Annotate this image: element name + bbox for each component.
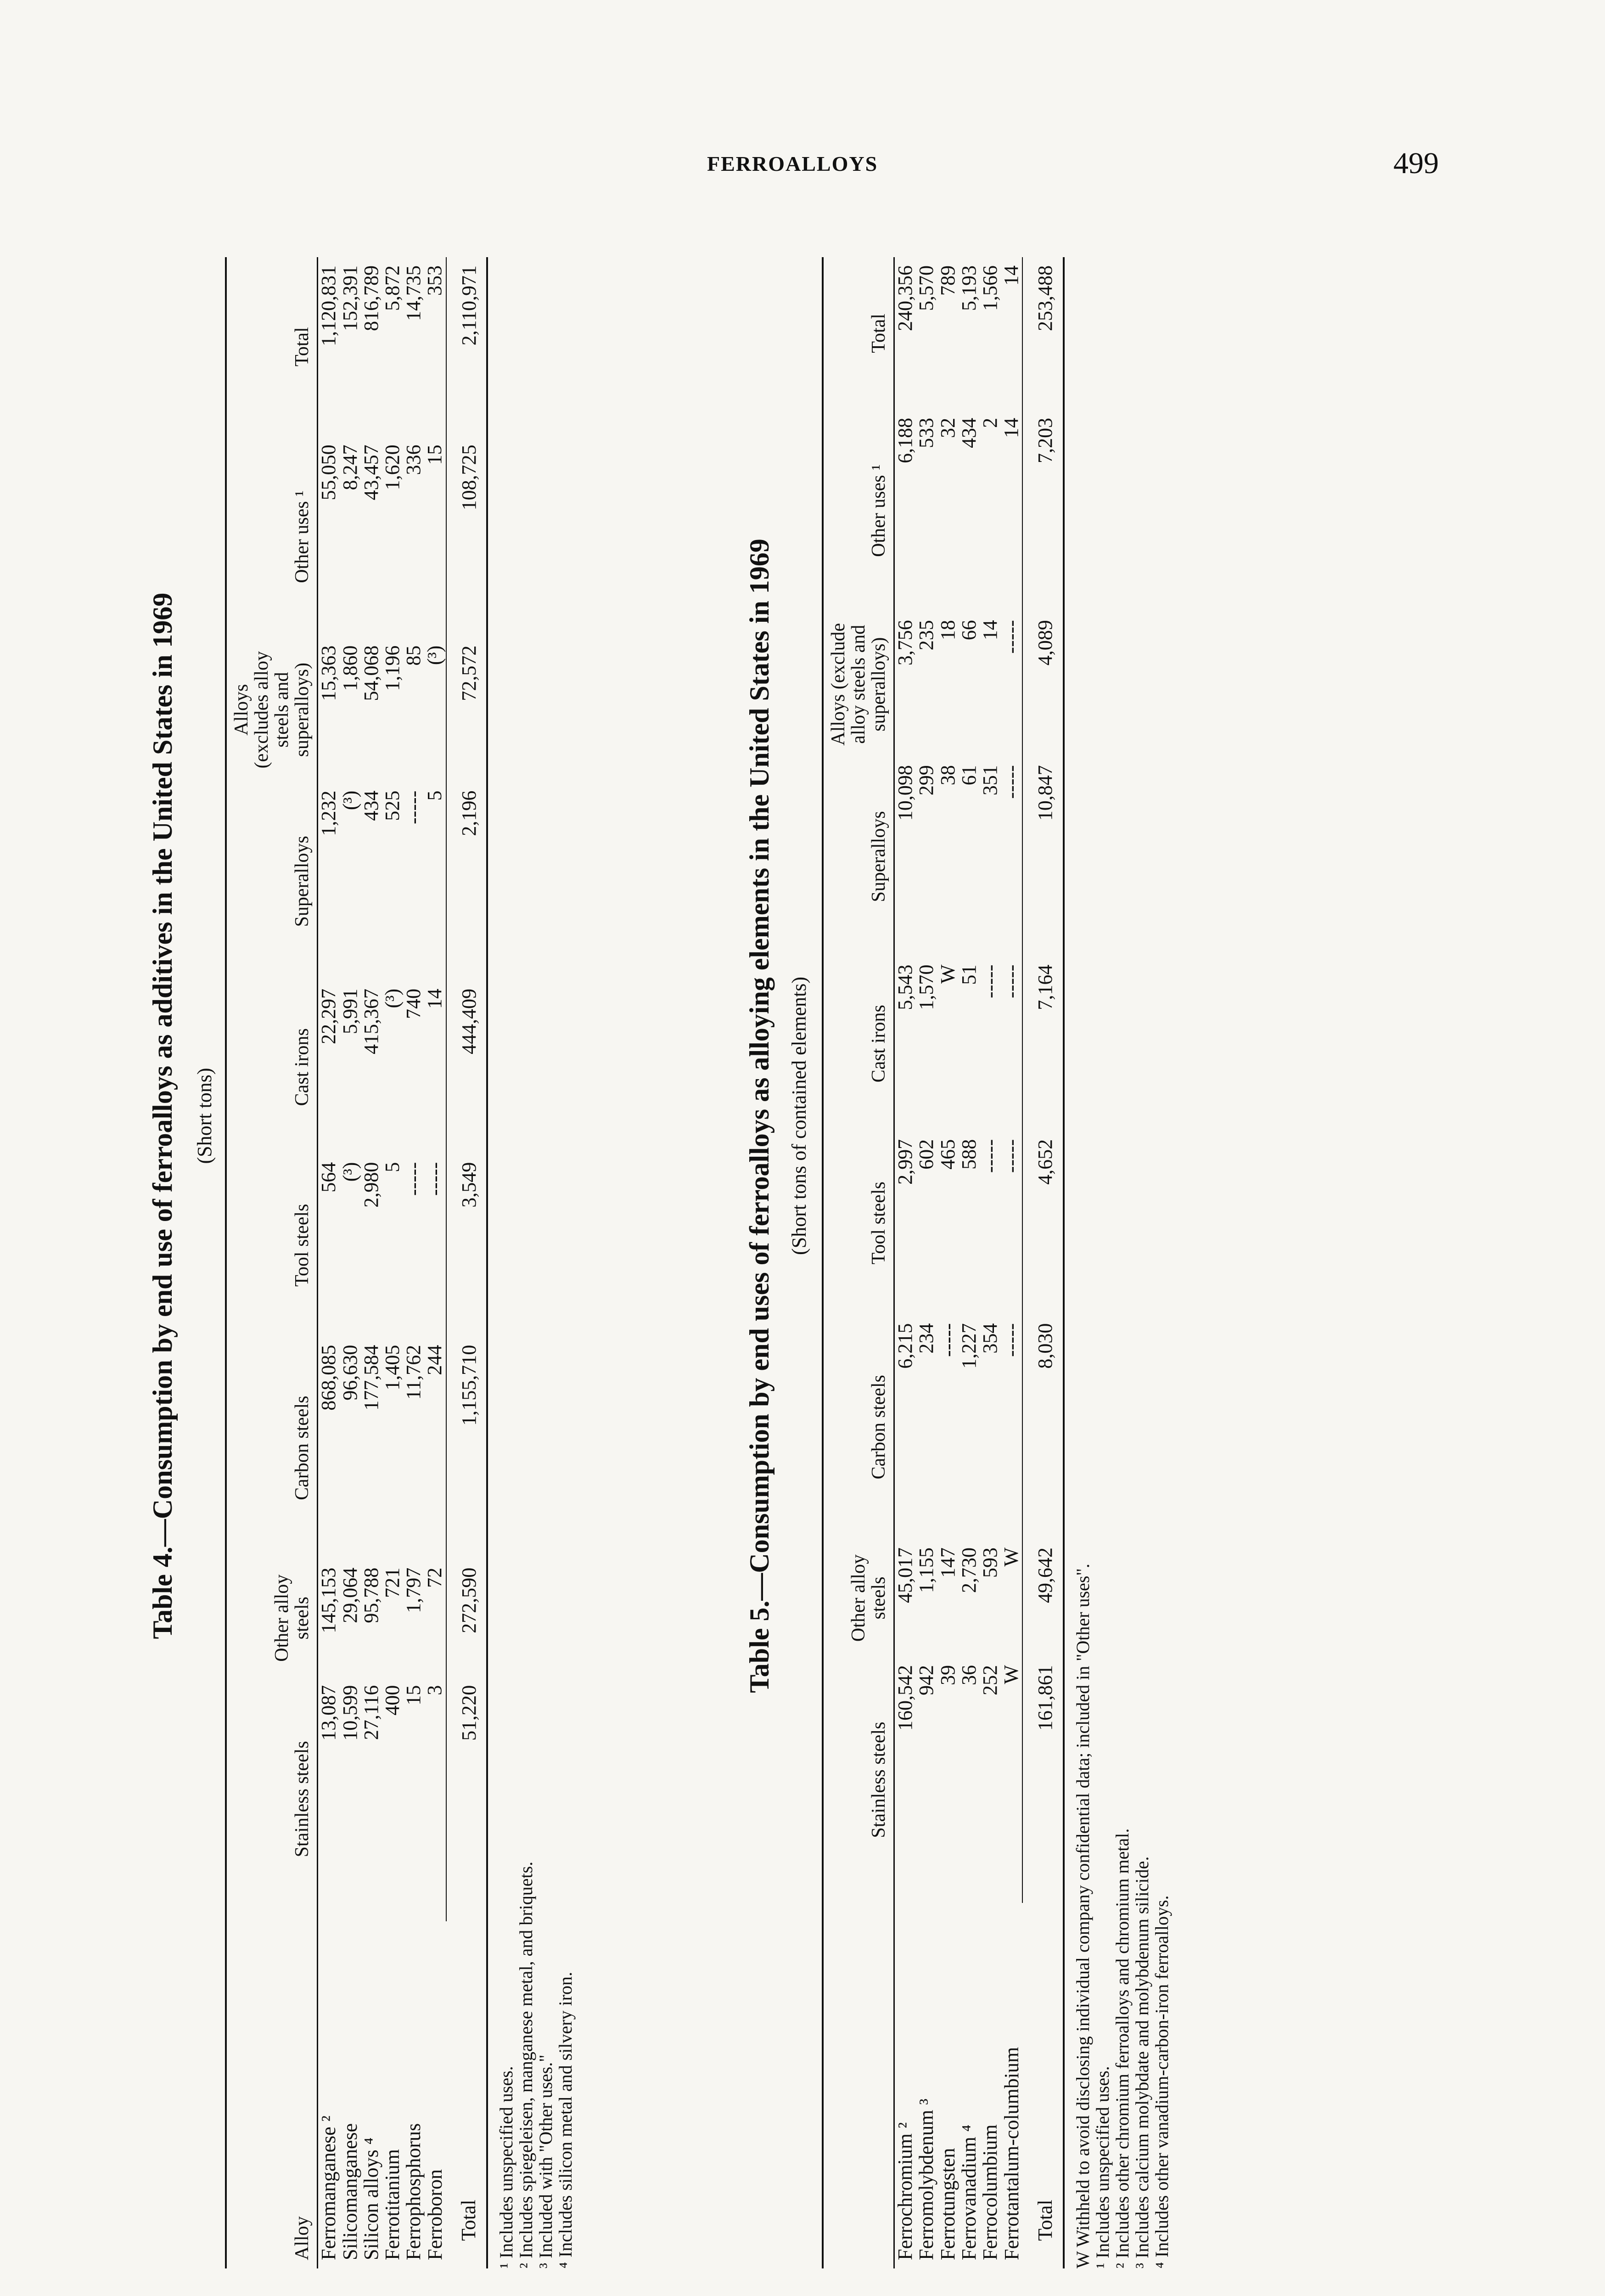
- cell: -----: [1000, 765, 1023, 799]
- cell: 353: [423, 265, 446, 296]
- cell: 244: [423, 1345, 446, 1375]
- cell: 51: [957, 964, 980, 985]
- cell: 1,405: [381, 1345, 404, 1390]
- cell: 160,542: [894, 1665, 917, 1731]
- cell: -----: [1000, 1139, 1023, 1173]
- footnote: ³ Includes calcium molybdate and molybdenum silicide.: [1132, 1856, 1153, 2268]
- row-label: Ferrotitanium: [381, 2149, 404, 2260]
- cell: 235: [915, 620, 938, 651]
- cell: 22,297: [317, 989, 340, 1044]
- table4-subtitle: (Short tons): [193, 1068, 216, 1164]
- cell: 49,642: [1022, 1539, 1063, 1657]
- cell: 5: [423, 790, 446, 801]
- cell: 272,590: [446, 1559, 487, 1677]
- cell: 10,098: [894, 765, 917, 821]
- row-label: Total: [457, 2200, 480, 2241]
- column-header: Superalloys: [868, 811, 890, 902]
- cell: 38: [936, 765, 959, 786]
- cell: 8,247: [338, 445, 361, 490]
- table-row: [959, 257, 980, 2268]
- cell: 434: [957, 417, 980, 448]
- cell: -----: [979, 964, 1002, 998]
- running-header: FERROALLOYS: [707, 152, 878, 175]
- table-row: [916, 257, 937, 2268]
- cell: 14,735: [402, 265, 425, 321]
- cell: 740: [402, 989, 425, 1019]
- cell: 36: [957, 1665, 980, 1685]
- cell: 14: [423, 989, 446, 1009]
- column-header: Superalloys: [292, 836, 313, 927]
- cell: 2: [979, 417, 1002, 428]
- cell: 3,549: [446, 1154, 487, 1337]
- table-row: [980, 257, 1001, 2268]
- cell: 5,543: [894, 964, 917, 1010]
- cell: 2,110,971: [446, 257, 487, 436]
- total-row: [446, 257, 487, 2268]
- cell: W: [936, 964, 959, 984]
- cell: 1,620: [381, 445, 404, 490]
- table4-title: Table 4.—Consumption by end use of ferroalloys as additives in the United States in 1969: [147, 592, 178, 1639]
- cell: 588: [957, 1139, 980, 1170]
- cell: -----: [936, 1323, 959, 1357]
- cell: 253,488: [1022, 257, 1063, 410]
- row-label: Ferrovanadium ⁴: [957, 2124, 980, 2260]
- footnote: ⁴ Includes silicon metal and silvery iron.: [555, 1971, 576, 2268]
- cell: (³): [338, 790, 361, 810]
- cell: 816,789: [359, 265, 382, 331]
- cell: 234: [915, 1323, 938, 1354]
- cell: 96,630: [338, 1345, 361, 1401]
- table-row: [318, 257, 340, 2268]
- row-label: Ferrocolumbium: [979, 2124, 1002, 2260]
- cell: 72,572: [446, 637, 487, 782]
- cell: 15,363: [317, 645, 340, 701]
- cell: 564: [317, 1162, 340, 1193]
- row-label: Ferroboron: [423, 2169, 446, 2260]
- cell: 15: [402, 1685, 425, 1705]
- row-label: Silicon alloys ⁴: [359, 2137, 382, 2260]
- cell: 5,872: [381, 265, 404, 311]
- row-label: Silicomanganese: [338, 2123, 361, 2260]
- table-row: [424, 257, 446, 2268]
- cell: 299: [915, 765, 938, 796]
- column-header: Cast irons: [292, 1028, 313, 1106]
- cell: 3,756: [894, 620, 917, 666]
- cell: 4,652: [1022, 1131, 1063, 1315]
- cell: 1,566: [979, 265, 1002, 311]
- table5: [822, 257, 1065, 2268]
- cell: 32: [936, 417, 959, 438]
- cell: 85: [402, 645, 425, 666]
- cell: 11,762: [402, 1345, 425, 1400]
- row-label: Ferrotungsten: [936, 2148, 959, 2260]
- cell: 152,391: [338, 265, 361, 331]
- cell: 145,153: [317, 1567, 340, 1633]
- cell: 400: [381, 1685, 404, 1716]
- cell: 1,196: [381, 645, 404, 691]
- column-header: Stainless steels: [292, 1741, 313, 1857]
- column-header: Tool steels: [868, 1182, 890, 1265]
- footnote: ² Includes spiegeleisen, manganese metal, and briquets.: [515, 1861, 536, 2268]
- column-header: Tool steels: [292, 1204, 313, 1287]
- footnote: ⁴ Includes other vanadium-carbon-iron ferroalloys.: [1151, 1895, 1173, 2268]
- cell: 602: [915, 1139, 938, 1170]
- table-row: [340, 257, 361, 2268]
- cell: (³): [381, 989, 404, 1008]
- cell: 10,847: [1022, 757, 1063, 956]
- cell: 45,017: [894, 1548, 917, 1603]
- row-label: Total: [1033, 2200, 1056, 2241]
- footnote: ² Includes other chromium ferroalloys and chromium metal.: [1111, 1828, 1133, 2268]
- cell: -----: [402, 790, 425, 824]
- cell: 95,788: [359, 1567, 382, 1623]
- row-label: Ferrophosphorus: [402, 2123, 425, 2260]
- cell: 5,193: [957, 265, 980, 311]
- cell: 43,457: [359, 445, 382, 501]
- cell: 66: [957, 620, 980, 641]
- cell: -----: [1000, 1323, 1023, 1357]
- cell: 161,861: [1022, 1657, 1063, 1903]
- cell: 2,730: [957, 1548, 980, 1593]
- table-row: [1001, 257, 1022, 2268]
- table4-header-row: [226, 257, 318, 2268]
- table4: [225, 257, 488, 2268]
- cell: 721: [381, 1567, 404, 1598]
- cell: 354: [979, 1323, 1002, 1354]
- column-header: Total: [292, 327, 313, 367]
- cell: 5: [381, 1162, 404, 1172]
- cell: -----: [1000, 964, 1023, 998]
- table4-block: [225, 248, 575, 2268]
- cell: 465: [936, 1139, 959, 1170]
- table4-footnotes: [496, 248, 576, 2268]
- cell: 7,164: [1022, 957, 1063, 1131]
- cell: -----: [423, 1162, 446, 1196]
- row-label: Ferromanganese ²: [317, 2116, 340, 2260]
- cell: 1,155,710: [446, 1337, 487, 1559]
- cell: 434: [359, 790, 382, 821]
- cell: 10,599: [338, 1685, 361, 1741]
- cell: -----: [1000, 620, 1023, 654]
- row-label: Ferrochromium ²: [894, 2122, 917, 2260]
- cell: 3: [423, 1685, 446, 1695]
- cell: 6,188: [894, 417, 917, 463]
- cell: 1,570: [915, 964, 938, 1010]
- cell: 868,085: [317, 1345, 340, 1411]
- cell: 444,409: [446, 980, 487, 1154]
- page-number: 499: [1393, 146, 1439, 180]
- cell: 533: [915, 417, 938, 448]
- cell: 14: [1000, 265, 1023, 286]
- cell: 61: [957, 765, 980, 786]
- cell: 13,087: [317, 1685, 340, 1741]
- cell: (³): [423, 645, 446, 665]
- cell: 6,215: [894, 1323, 917, 1369]
- column-header: Carbon steels: [868, 1375, 890, 1480]
- cell: 18: [936, 620, 959, 641]
- cell: 54,068: [359, 645, 382, 701]
- cell: 2,196: [446, 782, 487, 980]
- cell: 1,860: [338, 645, 361, 691]
- column-header: Other uses ¹: [292, 490, 313, 583]
- footnote: ³ Included with "Other uses.": [535, 2054, 556, 2268]
- cell: 942: [915, 1665, 938, 1695]
- cell: 1,155: [915, 1548, 938, 1593]
- column-header: Total: [868, 314, 890, 353]
- column-header: Other alloy steels: [848, 1554, 890, 1642]
- cell: 51,220: [446, 1677, 487, 1921]
- table-row: [937, 257, 959, 2268]
- cell: 14: [1000, 417, 1023, 438]
- row-label: Ferrotantalum-columbium: [1000, 2047, 1023, 2260]
- cell: W: [1000, 1548, 1023, 1567]
- column-header: [823, 1903, 894, 2268]
- table5-footnotes: [1073, 248, 1172, 2268]
- cell: 789: [936, 265, 959, 296]
- column-header: Alloy: [292, 2216, 313, 2260]
- cell: 14: [979, 620, 1002, 641]
- cell: 5,991: [338, 989, 361, 1034]
- row-label: Ferromolybdenum ³: [915, 2099, 938, 2260]
- cell: -----: [402, 1162, 425, 1196]
- cell: (³): [338, 1162, 361, 1182]
- cell: 147: [936, 1548, 959, 1578]
- cell: 351: [979, 765, 1002, 796]
- cell: 2,980: [359, 1162, 382, 1208]
- table5-block: [822, 248, 1172, 2268]
- cell: 2,997: [894, 1139, 917, 1185]
- column-header: Alloys (excludes alloy steels and superalloys): [231, 651, 313, 769]
- column-header: Cast irons: [868, 1005, 890, 1083]
- footnote: W Withheld to avoid disclosing individual company confidential data; included in "Other uses".: [1072, 1564, 1093, 2268]
- cell: 72: [423, 1567, 446, 1588]
- table5-header-row: [823, 257, 894, 2268]
- cell: 55,050: [317, 445, 340, 501]
- cell: 415,367: [359, 989, 382, 1054]
- cell: 1,797: [402, 1567, 425, 1613]
- table5-title: Table 5.—Consumption by end uses of ferroalloys as alloying elements in the United States in 1969: [744, 539, 774, 1693]
- cell: W: [1000, 1665, 1023, 1684]
- cell: -----: [979, 1139, 1002, 1173]
- cell: 4,089: [1022, 612, 1063, 757]
- cell: 8,030: [1022, 1315, 1063, 1539]
- cell: 5,570: [915, 265, 938, 311]
- cell: 177,584: [359, 1345, 382, 1411]
- cell: 1,232: [317, 790, 340, 836]
- cell: 27,116: [359, 1685, 382, 1740]
- column-header: Carbon steels: [292, 1396, 313, 1500]
- footnote: ¹ Includes unspecified uses.: [495, 2066, 516, 2268]
- table-row: [361, 257, 382, 2268]
- cell: 252: [979, 1665, 1002, 1695]
- table-row: [403, 257, 424, 2268]
- cell: 525: [381, 790, 404, 821]
- table-row: [894, 257, 916, 2268]
- column-header: Stainless steels: [868, 1722, 890, 1838]
- cell: 1,227: [957, 1323, 980, 1369]
- cell: 1,120,831: [317, 265, 340, 346]
- column-header: Alloys (exclude alloy steels and superalloys): [828, 623, 890, 746]
- cell: 240,356: [894, 265, 917, 331]
- cell: 29,064: [338, 1567, 361, 1623]
- cell: 593: [979, 1548, 1002, 1578]
- total-row: [1022, 257, 1063, 2268]
- cell: 108,725: [446, 436, 487, 637]
- table5-subtitle: (Short tons of contained elements): [788, 976, 810, 1255]
- cell: 336: [402, 445, 425, 475]
- footnote: ¹ Includes unspecified uses.: [1092, 2066, 1113, 2268]
- cell: 7,203: [1022, 410, 1063, 612]
- cell: 39: [936, 1665, 959, 1685]
- cell: 15: [423, 445, 446, 465]
- table-row: [382, 257, 403, 2268]
- column-header: Other uses ¹: [868, 464, 890, 557]
- column-header: Other alloy steels: [271, 1574, 313, 1662]
